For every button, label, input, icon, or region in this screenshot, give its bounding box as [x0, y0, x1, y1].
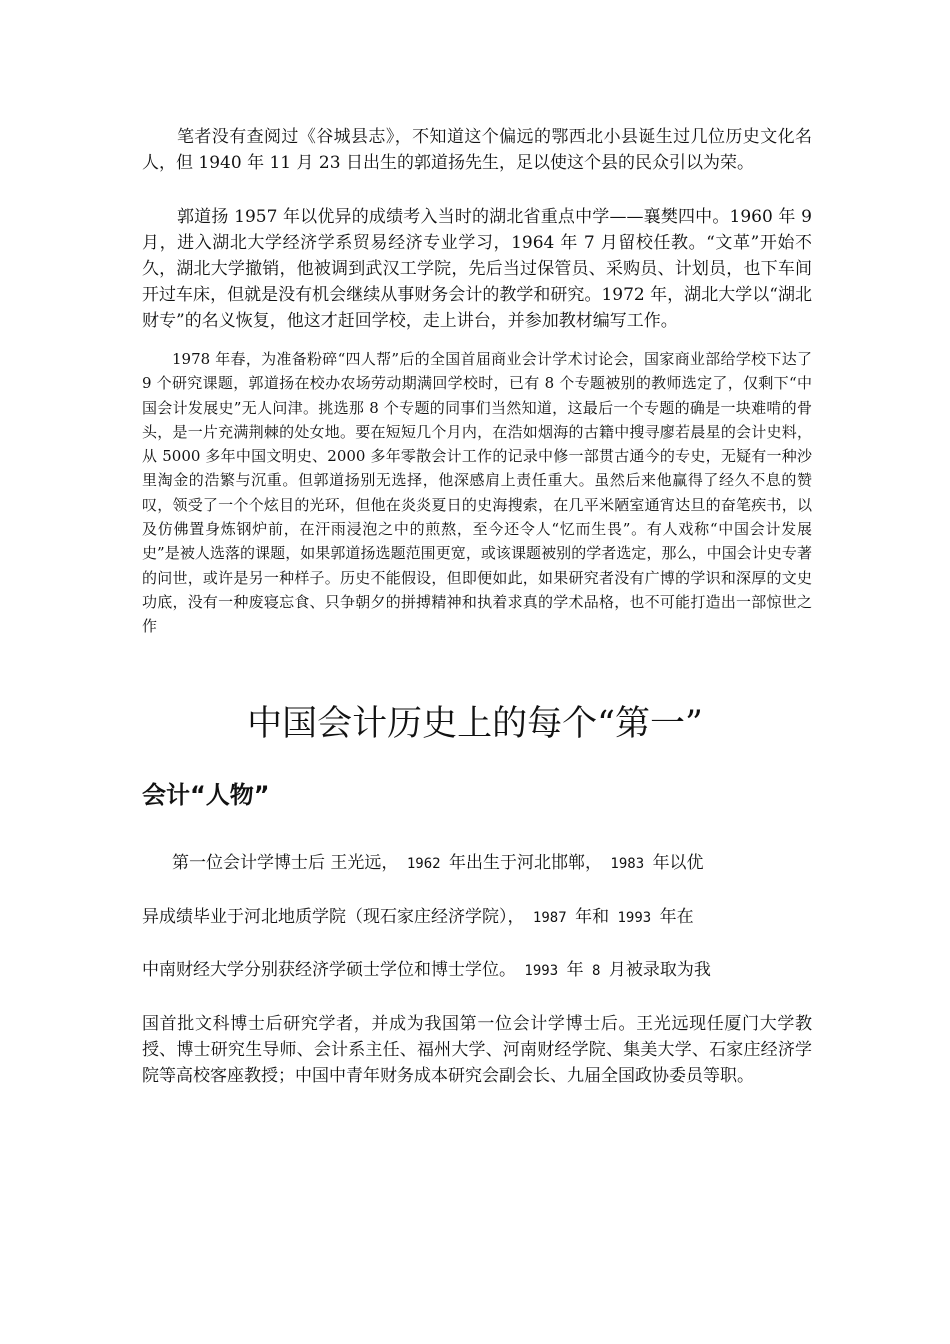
text-line: [142, 904, 812, 930]
text-run: 年在: [659, 906, 694, 927]
line-gap: [142, 983, 812, 1011]
text-run: 第一位会计学博士后 王光远，: [172, 853, 399, 873]
month-number: 8: [583, 963, 609, 979]
paragraph-continuation: 国首批文科博士后研究学者，并成为我国第一位会计学博士后。王光远现任厦门大学教授、博士研究生导师、会计系主任、福州大学、河南财经学院、集美大学、石家庄经济学院等高校客座教授；中国中青年财务成本研究会副会长、九届全国政协委员等职。: [142, 1013, 812, 1086]
biography-paragraph: 郭道扬 1957 年以优异的成绩考入当时的湖北省重点中学——襄樊四中。1960 年 9 月，进入湖北大学经济学系贸易经济专业学习，1964 年 7 月留校任教。“文革”开始不久，湖北大学撤销，他被调到武汉工学院，先后当过保管员、采购员、计划员，也下车间开过车床，但就是没有机会继续从事财务会计的教学和研究。1972 年，湖北大学以“湖北财专”的名义恢复，他这才赶回学校，走上讲台，并参加教材编写工作。: [142, 207, 812, 331]
year-number: 1993: [516, 963, 567, 979]
year-number: 1993: [609, 909, 660, 926]
text-run: 中南财经大学分别获经济学硕士学位和博士学位。: [142, 960, 516, 980]
line-gap: [142, 930, 812, 958]
intro-paragraph: 笔者没有查阅过《谷城县志》，不知道这个偏远的鄂西北小县诞生过几位历史文化名人，但 1940 年 11 月 23 日出生的郭道扬先生，足以使这个县的民众引以为荣。: [142, 127, 812, 173]
year-number: 1987: [524, 909, 576, 926]
section-heading: 会计“人物”: [142, 781, 270, 809]
text-run: 年: [566, 960, 584, 980]
year-number: 1962: [398, 856, 449, 872]
wang-guangyuan-paragraph: [142, 850, 812, 1089]
research-paragraph: 1978 年春，为准备粉碎“四人帮”后的全国首届商业会计学术讨论会，国家商业部给学校下达了 9 个研究课题，郭道扬在校办农场劳动期满回学校时，已有 8 个专题被别的教师选定了，仅剩下“中国会计发展史”无人问津。挑选那 8 个专题的同事们当然知道，这最后一个专题的确是一块难啃的骨头，是一片充满荆棘的处女地。要在短短几个月内，在浩如烟海的古籍中搜寻廖若晨星的会计史料，从 5000 多年中国文明史、2000 多年零散会计工作的记录中修一部贯古通今的专史，无疑有一种沙里淘金的浩繁与沉重。但郭道扬别无选择，他深感肩上责任重大。虽然后来他赢得了经久不息的赞叹，领受了一个个炫目的光环，但他在炎炎夏日的史海搜索，在几平米陋室通宵达旦的奋笔疾书，以及仿佛置身炼钢炉前，在汗雨浸泡之中的煎熬，至今还令人“忆而生畏”。有人戏称“中国会计发展史”是被人选落的课题，如果郭道扬选题范围更宽，或该课题被别的学者选定，那么，中国会计史专著的问世，或许是另一种样子。历史不能假设，但即便如此，如果研究者没有广博的学识和深厚的文史功底，没有一种废寝忘食、只争朝夕的拼搏精神和执着求真的学术品格，也不可能打造出一部惊世之作: [142, 350, 812, 636]
text-run: 年出生于河北邯郸，: [448, 853, 602, 873]
line-gap: [142, 876, 812, 904]
year-number: 1983: [601, 856, 653, 872]
page-title: 中国会计历史上的每个“第一”: [247, 704, 703, 744]
text-run: 年和: [575, 906, 610, 927]
text-line: [142, 850, 812, 876]
text-run: 年以优: [652, 853, 704, 873]
text-line: [142, 957, 812, 983]
text-run: 异成绩毕业于河北地质学院（现石家庄经济学院），: [142, 906, 525, 927]
text-run: 月被录取为我: [608, 960, 711, 980]
